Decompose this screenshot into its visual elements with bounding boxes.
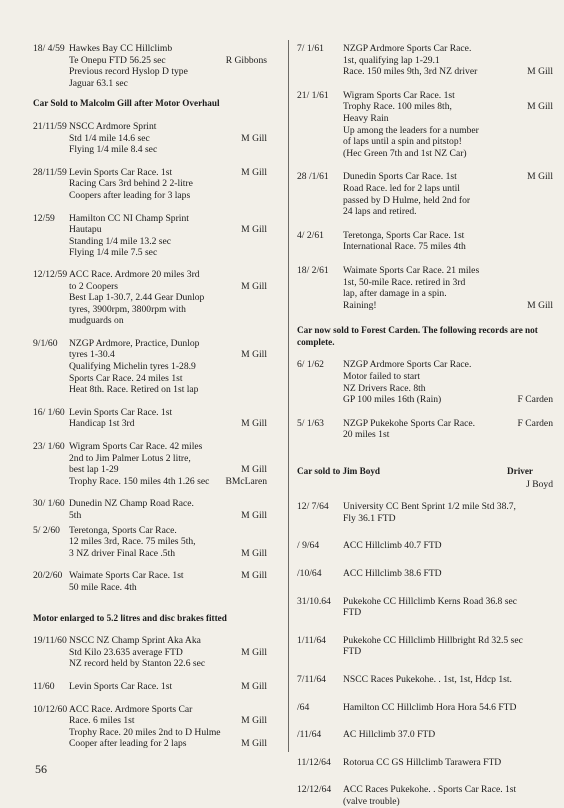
record-entry — [33, 525, 283, 560]
record-entry — [33, 407, 283, 430]
record-entry — [297, 501, 553, 524]
record-entry — [297, 568, 553, 580]
record-entry — [297, 359, 553, 405]
record-entry — [297, 479, 553, 491]
entry-text: Best Lap 1-30.7, 2.44 Gear Dunlop — [69, 292, 205, 304]
entry-date: 18/ 4/59 — [33, 43, 65, 54]
entry-text: Levin Sports Car Race. 1st — [69, 166, 173, 178]
entry-date: /64 — [297, 701, 310, 713]
entry-text: Wigram Sports Car Race. 42 miles — [69, 441, 203, 453]
entry-text: 3 NZ driver Final Race .5th — [69, 547, 176, 559]
entry-text: Teretonga, Sports Car Race. 1st — [343, 229, 465, 241]
record-entry — [297, 418, 553, 441]
entry-text: NZGP Ardmore Sports Car Race. — [343, 359, 472, 371]
entry-driver: M Gill — [241, 510, 267, 521]
entry-driver: M Gill — [241, 224, 267, 236]
entry-text: Heat 8th. Race. Retired on 1st lap — [69, 384, 199, 396]
entry-text: NSCC NZ Champ Sprint Aka Aka — [69, 635, 201, 647]
entry-driver: M Gill — [527, 101, 553, 113]
entry-date: 11/60 — [33, 680, 55, 692]
entry-text: Previous record Hyslop D type — [69, 66, 188, 78]
entry-date: 18/ 2/61 — [297, 264, 329, 276]
entry-driver: M Gill — [241, 570, 267, 582]
record-entry — [297, 702, 553, 714]
entry-text: (Hec Green 7th and 1st NZ Car) — [343, 147, 467, 159]
entry-text: Hautapu — [69, 224, 102, 236]
entry-text: Fly 36.1 FTD — [343, 512, 396, 524]
record-entry — [297, 729, 553, 741]
record-entry — [33, 43, 283, 89]
entry-date: 11/12/64 — [297, 756, 331, 768]
entry-text: Te Onepu FTD 56.25 sec — [69, 54, 166, 66]
entry-text: Heavy Rain — [343, 112, 389, 124]
entry-date: 5/ 2/60 — [33, 524, 60, 536]
entry-text: Trophy Race. 100 miles 8th, — [343, 101, 452, 113]
record-entry — [297, 90, 553, 160]
entry-text: ACC Hillclimb 38.6 FTD — [343, 568, 442, 579]
entry-text: NZ Drivers Race. 8th — [343, 382, 426, 394]
record-entry — [297, 230, 553, 253]
entry-text: Motor failed to start — [343, 371, 420, 383]
entry-text: Hamilton CC NI Champ Sprint — [69, 212, 189, 224]
entry-text: tyres 1-30.4 — [69, 349, 115, 361]
entry-text: Hawkes Bay CC Hillclimb — [69, 43, 173, 54]
entry-driver: M Gill — [527, 299, 553, 311]
record-entry — [297, 784, 553, 807]
entry-driver: M Gill — [241, 280, 267, 292]
entry-text: Flying 1/4 mile 8.4 sec — [69, 144, 158, 156]
entry-driver: M Gill — [241, 132, 267, 144]
entry-text: Waimate Sports Car Race. 21 miles — [343, 264, 480, 276]
entry-date: 9/1/60 — [33, 337, 58, 349]
entry-text: Race. 150 miles 9th, 3rd NZ driver — [343, 66, 478, 78]
entry-driver: M Gill — [241, 464, 267, 476]
entry-text: Handicap 1st 3rd — [69, 418, 135, 430]
entry-date: 1/11/64 — [297, 634, 326, 646]
record-entry — [297, 757, 553, 769]
record-entry — [33, 213, 283, 259]
entry-text: Pukekohe CC Hillclimb Hillbright Rd 32.5 sec — [343, 634, 523, 646]
record-entry — [297, 43, 553, 78]
right-column — [297, 43, 553, 808]
entry-text: 1st, qualifying lap 1-29.1 — [343, 54, 440, 66]
entry-text: Up among the leaders for a number — [343, 124, 479, 136]
entry-text: AC Hillclimb 37.0 FTD — [343, 729, 436, 741]
record-entry — [33, 441, 283, 487]
entry-text: Pukekohe CC Hillclimb Kerns Road 36.8 sec — [343, 595, 517, 607]
entry-driver: M Gill — [241, 547, 267, 559]
entry-text: ACC Race. Ardmore Sports Car — [69, 703, 193, 715]
entry-driver: M Gill — [241, 738, 267, 750]
record-entry — [33, 121, 283, 156]
entry-text: lap, after damage in a spin. — [343, 288, 447, 300]
entry-text: International Race. 75 miles 4th — [343, 241, 466, 253]
entry-date: 23/ 1/60 — [33, 441, 65, 453]
entry-text: Standing 1/4 mile 13.2 sec — [69, 235, 172, 247]
entry-text: Road Race. led for 2 laps until — [343, 182, 460, 194]
record-entry — [297, 635, 553, 658]
entry-text: FTD — [343, 607, 362, 619]
entry-text: Flying 1/4 mile 7.5 sec — [69, 247, 158, 259]
entry-text: to 2 Coopers — [69, 280, 119, 292]
entry-date: 7/ 1/61 — [297, 43, 324, 54]
entry-text: Racing Cars 3rd behind 2 2-litre — [69, 178, 193, 190]
entry-date: 28/11/59 — [33, 166, 67, 178]
record-entry — [33, 570, 283, 593]
entry-text: Rotorua CC GS Hillclimb Tarawera FTD — [343, 756, 502, 768]
entry-driver: J Boyd — [526, 478, 553, 490]
entry-text: NSCC Races Pukekohe. . 1st, 1st, Hdcp 1st. — [343, 673, 512, 685]
section-heading: Car Sold to Malcolm Gill after Motor Overhaul — [33, 98, 220, 109]
record-entry — [297, 596, 553, 619]
record-entry — [33, 338, 283, 396]
section-heading: Car now sold to Forest Carden. The following records are not complete. — [297, 325, 538, 347]
entry-text: (valve trouble) — [343, 795, 400, 807]
section-heading — [297, 466, 553, 478]
entry-text: 24 laps and retired. — [343, 206, 417, 218]
record-entry — [33, 498, 283, 521]
entry-text: Coopers after leading for 3 laps — [69, 189, 191, 201]
section-heading: Motor enlarged to 5.2 litres and disc brakes fitted — [33, 612, 227, 623]
entry-date: 12/ 7/64 — [297, 501, 329, 513]
entry-driver: M Gill — [241, 349, 267, 361]
record-entry — [33, 681, 283, 693]
entry-driver: M Gill — [241, 646, 267, 658]
entry-text: Trophy Race. 150 miles 4th 1.26 sec — [69, 475, 210, 487]
entry-driver: M Gill — [527, 66, 553, 78]
entry-text: 2nd to Jim Palmer Lotus 2 litre, — [69, 452, 191, 464]
record-entry — [297, 171, 553, 217]
left-column — [33, 43, 283, 750]
entry-date: 30/ 1/60 — [33, 498, 65, 510]
driver-column-heading: Driver — [506, 466, 533, 477]
entry-date: 4/ 2/61 — [297, 229, 324, 241]
record-entry — [297, 265, 553, 311]
entry-driver: R Gibbons — [225, 54, 267, 66]
record-entry — [297, 540, 553, 552]
entry-date: /11/64 — [297, 729, 322, 741]
entry-driver: F Carden — [517, 394, 553, 406]
entry-text: 1st, 50-mile Race. retired in 3rd — [343, 276, 466, 288]
entry-date: 7/11/64 — [297, 673, 326, 685]
entry-text: ACC Races Pukekohe. . Sports Car Race. 1st — [343, 784, 517, 796]
entry-date: / 9/64 — [297, 540, 320, 552]
entry-text: Wigram Sports Car Race. 1st — [343, 89, 455, 101]
entry-text: Levin Sports Car Race. 1st — [69, 680, 173, 692]
entry-text: ACC Race. Ardmore 20 miles 3rd — [69, 268, 200, 280]
entry-text: Trophy Race. 20 miles 2nd to D Hulme — [69, 726, 221, 738]
entry-driver: M Gill — [241, 418, 267, 430]
entry-text: Cooper after leading for 2 laps — [69, 738, 187, 750]
entry-text: Raining! — [343, 299, 377, 311]
entry-text: Sports Car Race. 24 miles 1st — [69, 372, 183, 384]
entry-date: 28 /1/61 — [297, 171, 329, 183]
entry-text: ACC Hillclimb 40.7 FTD — [343, 540, 442, 552]
entry-text: GP 100 miles 16th (Rain) — [343, 394, 442, 406]
entry-text: Waimate Sports Car Race. 1st — [69, 570, 184, 582]
entry-text: passed by D Hulme, held 2nd for — [343, 194, 471, 206]
entry-text: best lap 1-29 — [69, 464, 119, 476]
entry-text: NZGP Ardmore Sports Car Race. — [343, 43, 472, 54]
section-heading-text: Car sold to Jim Boyd — [297, 466, 381, 477]
entry-text: Std 1/4 mile 14.6 sec — [69, 132, 150, 144]
entry-text: of laps until a spin and pitstop! — [343, 136, 462, 148]
entry-driver: BMcLaren — [225, 475, 267, 487]
entry-driver: M Gill — [241, 166, 267, 178]
entry-text: tyres, 3900rpm, 3800rpm with — [69, 303, 186, 315]
entry-date: 12/12/64 — [297, 784, 332, 796]
entry-text: Race. 6 miles 1st — [69, 715, 135, 727]
entry-text: 20 miles 1st — [343, 429, 390, 441]
entry-date: 31/10.64 — [297, 595, 331, 607]
entry-text: NZ record held by Stanton 22.6 sec — [69, 658, 206, 670]
entry-text: Std Kilo 23.635 average FTD — [69, 646, 183, 658]
entry-date: 6/ 1/62 — [297, 359, 324, 371]
entry-text: FTD — [343, 646, 362, 658]
entry-date: 16/ 1/60 — [33, 406, 65, 418]
entry-text: University CC Bent Sprint 1/2 mile Std 38.7, — [343, 501, 516, 513]
entry-text: NSCC Ardmore Sprint — [69, 120, 157, 132]
entry-text: Teretonga, Sports Car Race. — [69, 524, 177, 536]
entry-text: mudguards on — [69, 315, 124, 327]
record-entry — [33, 269, 283, 327]
entry-driver: F Carden — [517, 417, 553, 429]
entry-driver: M Gill — [241, 680, 267, 692]
entry-driver: M Gill — [241, 715, 267, 727]
entry-text: 5th — [69, 510, 82, 521]
entry-date: 21/ 1/61 — [297, 89, 329, 101]
entry-text: Hamilton CC Hillclimb Hora Hora 54.6 FTD — [343, 701, 517, 713]
entry-date: 21/11/59 — [33, 120, 67, 132]
entry-text: 50 mile Race. 4th — [69, 581, 137, 593]
record-entry — [33, 635, 283, 670]
entry-text: Qualifying Michelin tyres 1-28.9 — [69, 361, 196, 373]
page-number: 56 — [35, 762, 47, 776]
record-entry — [33, 167, 283, 202]
entry-text: 12 miles 3rd, Race. 75 miles 5th, — [69, 536, 196, 548]
entry-date: 10/12/60 — [33, 703, 68, 715]
record-entry — [33, 704, 283, 750]
column-divider — [288, 40, 289, 752]
entry-date: /10/64 — [297, 568, 322, 579]
entry-text: Jaguar 63.1 sec — [69, 77, 128, 89]
entry-date: 5/ 1/63 — [297, 417, 324, 429]
entry-text: NZGP Ardmore, Practice, Dunlop — [69, 337, 200, 349]
entry-date: 12/12/59 — [33, 268, 68, 280]
record-entry — [297, 674, 553, 686]
entry-text: NZGP Pukekohe Sports Car Race. — [343, 417, 476, 429]
entry-text: Levin Sports Car Race. 1st — [69, 406, 173, 418]
entry-date: 20/2/60 — [33, 570, 63, 582]
entry-text: Dunedin Sports Car Race. 1st — [343, 171, 457, 183]
entry-date: 12/59 — [33, 212, 55, 224]
entry-date: 19/11/60 — [33, 635, 67, 647]
entry-driver: M Gill — [527, 171, 553, 183]
entry-text: Dunedin NZ Champ Road Race. — [69, 498, 194, 510]
